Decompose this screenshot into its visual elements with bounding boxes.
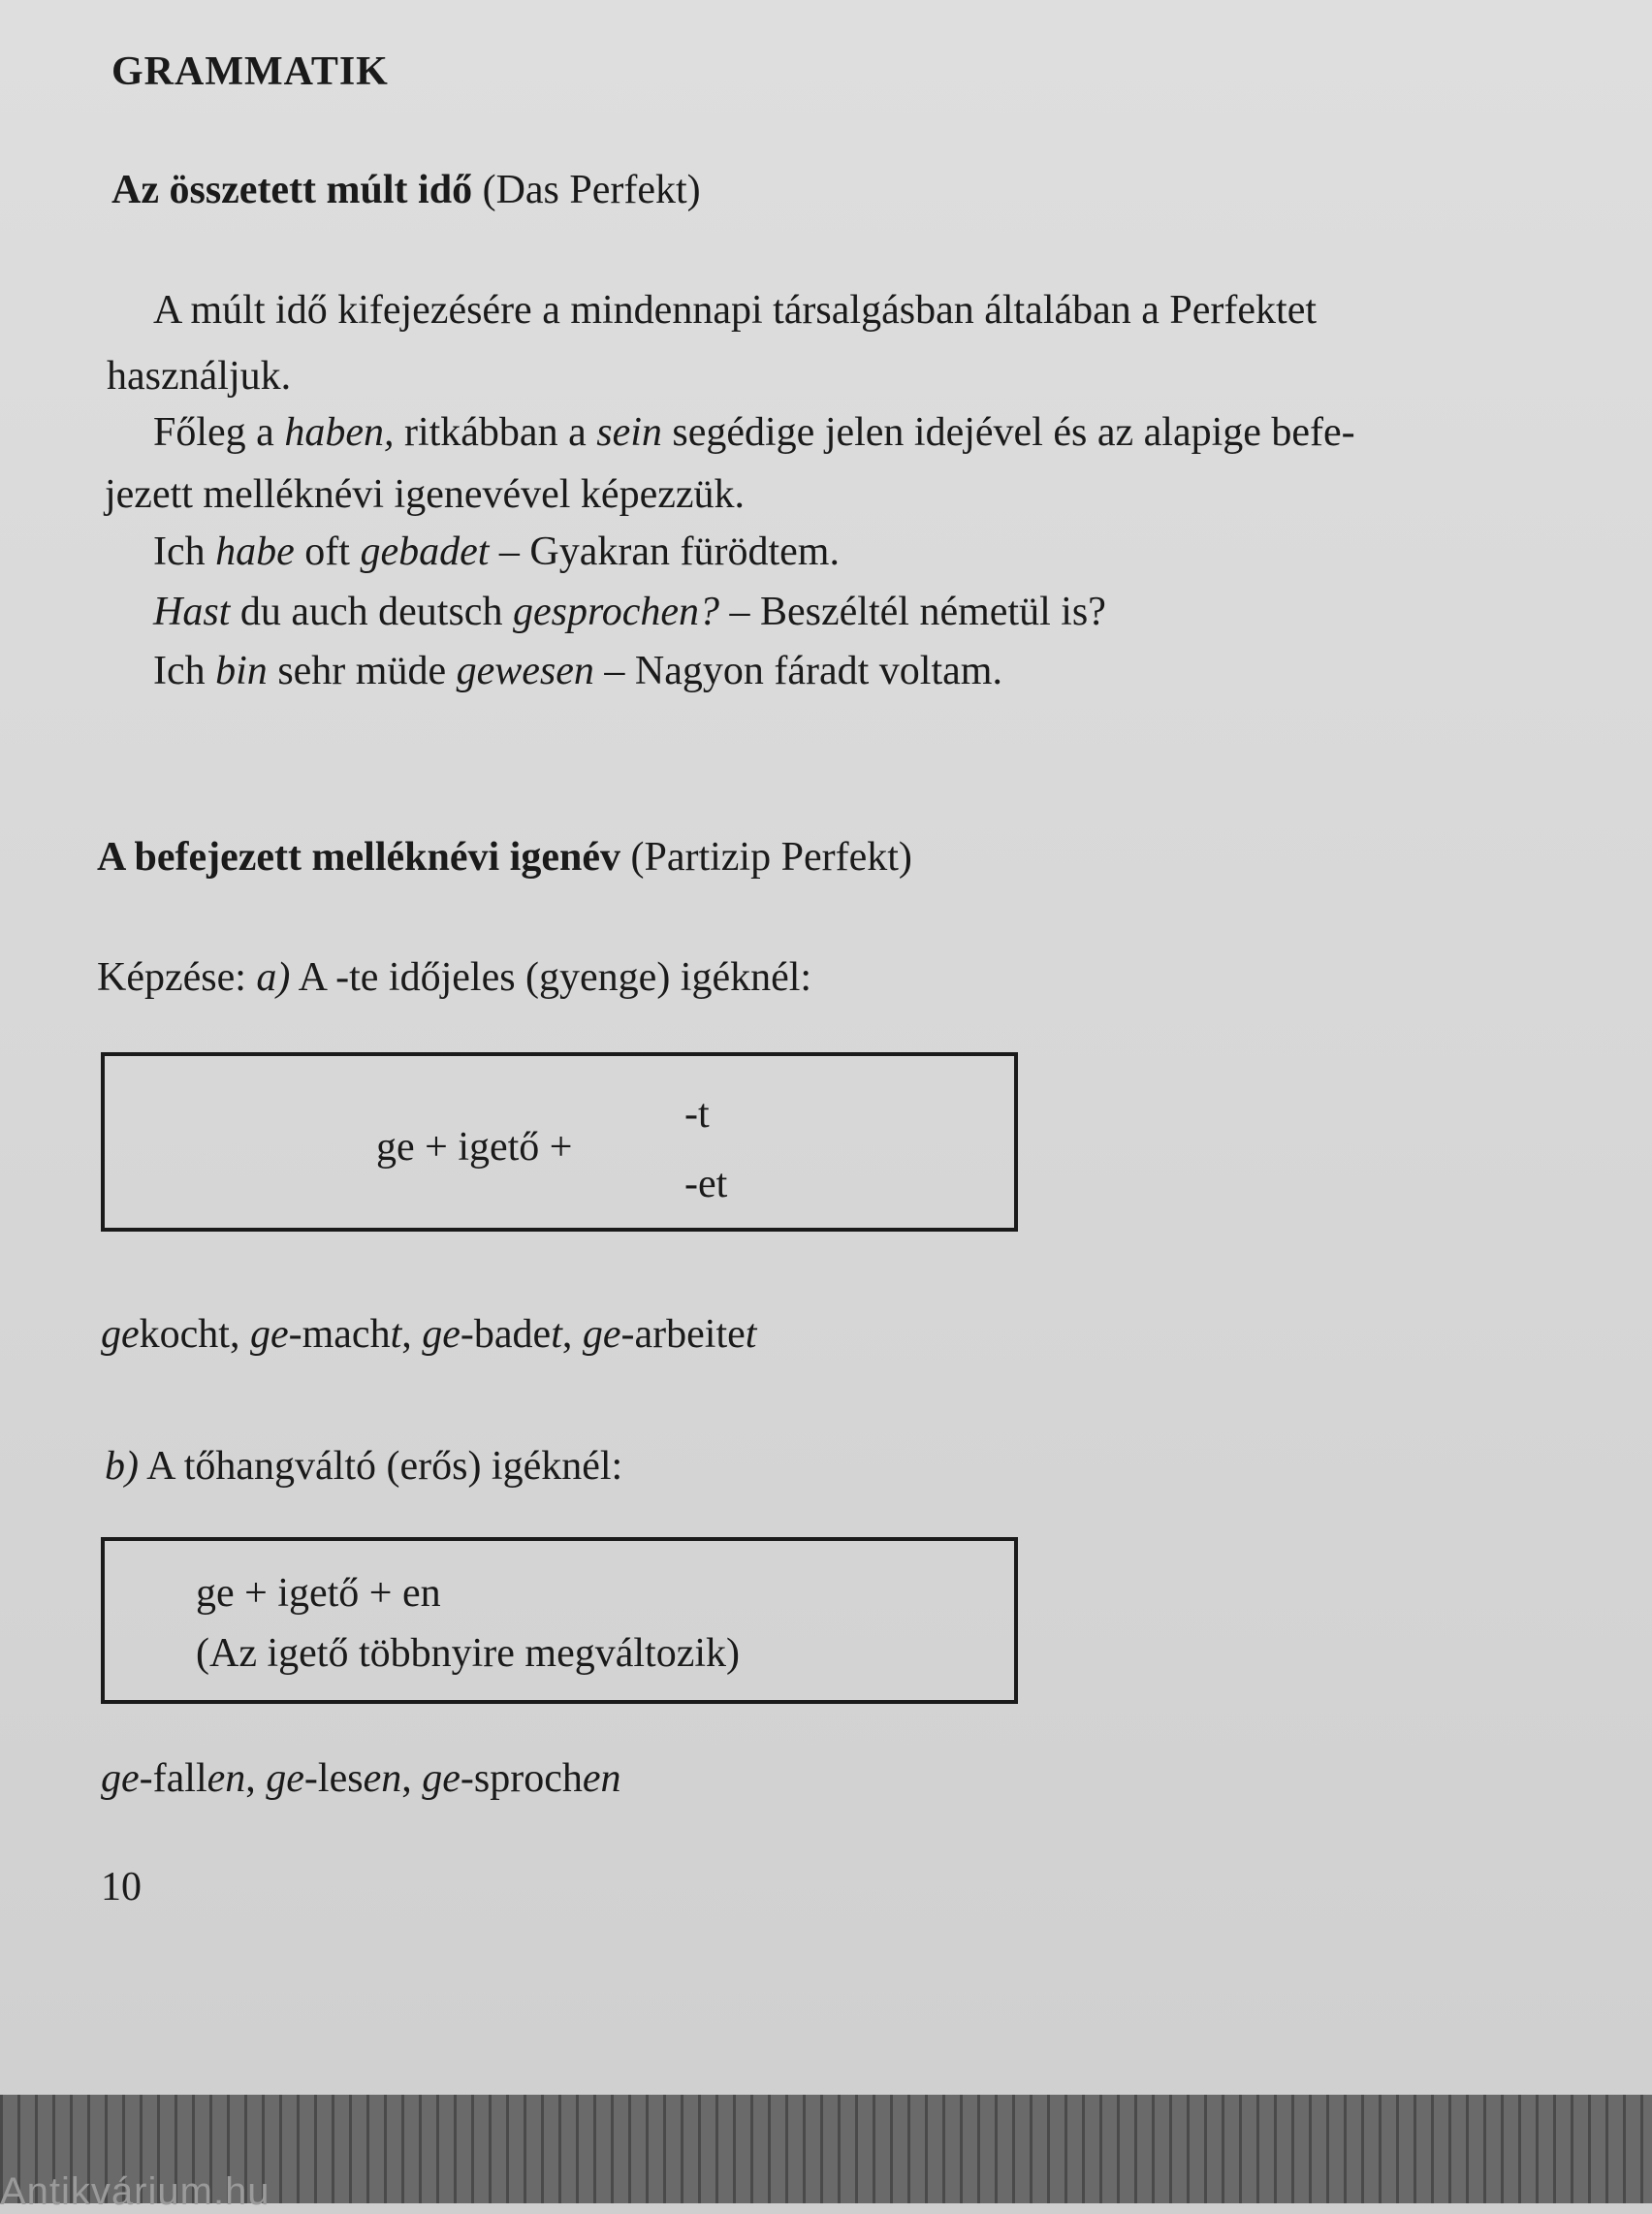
paragraph-line: A múlt idő kifejezésére a mindennapi társalgásban általában a Perfektet [153,288,1318,333]
page-heading: GRAMMATIK [111,49,389,94]
rule-box-strong [101,1537,1018,1704]
section-title-perfekt [111,167,701,213]
rule-a-label: Képzése: a) A -te időjeles (gyenge) igéknél: [97,955,812,1000]
example-sentence: Hast du auch deutsch gesprochen? – Beszéltél németül is? [153,590,1106,634]
paragraph-line: Főleg a haben, ritkábban a sein segédige jelen idejével és az alapige befe- [153,410,1355,455]
watermark: Antikvárium.hu [0,2170,270,2213]
section-title-partizip: A befejezett melléknévi igenév (Partizip Perfekt) [97,835,912,880]
suffix: -t [684,1092,710,1137]
examples-weak: gekocht, ge-macht, ge-badet, ge-arbeitet [101,1312,757,1357]
section-title-bold: Az összetett múlt idő [111,168,473,212]
page-number: 10 [101,1865,142,1909]
paragraph-line: jezett melléknévi igenevével képezzük. [105,472,746,517]
formula: ge + igető + [376,1125,573,1170]
rule-box-weak [101,1052,1018,1232]
section-title-rest: (Das Perfekt) [472,168,701,212]
formula-note: (Az igető többnyire megváltozik) [196,1631,740,1676]
examples-strong: ge-fallen, ge-lesen, ge-sprochen [101,1756,621,1801]
paragraph-line: használjuk. [107,354,292,399]
example-sentence: Ich bin sehr müde gewesen – Nagyon fáradt voltam. [153,649,1002,693]
rule-b-label: b) A tőhangváltó (erős) igéknél: [105,1444,623,1489]
suffix: -et [684,1162,728,1206]
example-sentence: Ich habe oft gebadet – Gyakran fürödtem. [153,529,840,574]
formula: ge + igető + en [196,1571,441,1616]
